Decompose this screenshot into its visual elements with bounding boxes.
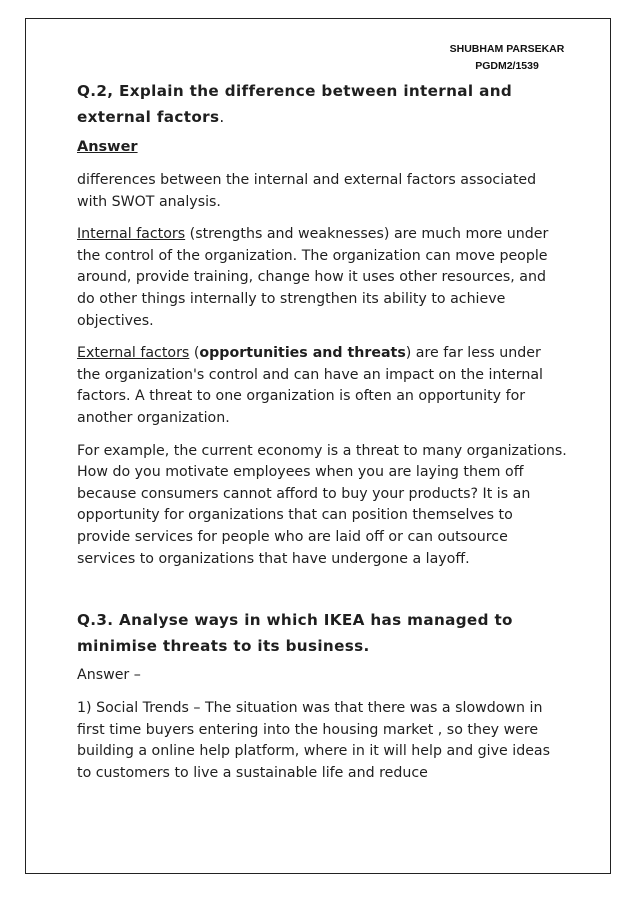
external-factors-open: (: [189, 345, 200, 362]
author-id: PGDM2/1539: [475, 60, 539, 72]
external-factors-text: ) are far less under the organization's control and can have an impact on the internal factors. A threat to one organization is often an opportunity for another organization.: [77, 345, 543, 426]
external-factors-term: External factors: [77, 345, 190, 362]
external-factors-bold: opportunities and threats: [199, 345, 406, 362]
section-spacer: [77, 570, 567, 607]
question-3-title: Q.3. Analyse ways in which IKEA has managed to minimise threats to its business.: [77, 611, 513, 656]
question-2-answer-label: Answer: [77, 139, 138, 155]
answer-intro: differences between the internal and external factors associated with SWOT analysis.: [77, 172, 537, 210]
document-body: [77, 78, 567, 784]
internal-factors-paragraph: [77, 224, 567, 332]
question-2-title-text: Q.2, Explain the difference between internal and external factors: [77, 82, 513, 126]
example-paragraph: For example, the current economy is a threat to many organizations. How do you motivate employees when you are laying them off because consumers cannot afford to buy your products? It is an opportunity for organizations that can position themselves to provide services for people who are laid off or can outsource services to organizations that have undergone a layoff.: [77, 442, 567, 567]
author-name: SHUBHAM PARSEKAR: [449, 43, 565, 55]
author-header: [432, 41, 582, 75]
external-factors-paragraph: [77, 343, 567, 429]
social-trends-paragraph: 1) Social Trends – The situation was that there was a slowdown in first time buyers entering into the housing market , so they were building a online help platform, where in it will help and give ideas to customers to live a sustainable life and reduce: [77, 700, 551, 781]
question-3-answer-label: Answer –: [77, 667, 141, 684]
internal-factors-term: Internal factors: [77, 226, 186, 243]
question-2-title-end: .: [219, 108, 225, 126]
question-2-title: [77, 78, 567, 130]
internal-factors-text: (strengths and weaknesses) are much more under the control of the organization. The organization can move people around, provide training, change how it uses other resources, and do other things internally to strengthen its ability to achieve objectives.: [77, 226, 549, 329]
